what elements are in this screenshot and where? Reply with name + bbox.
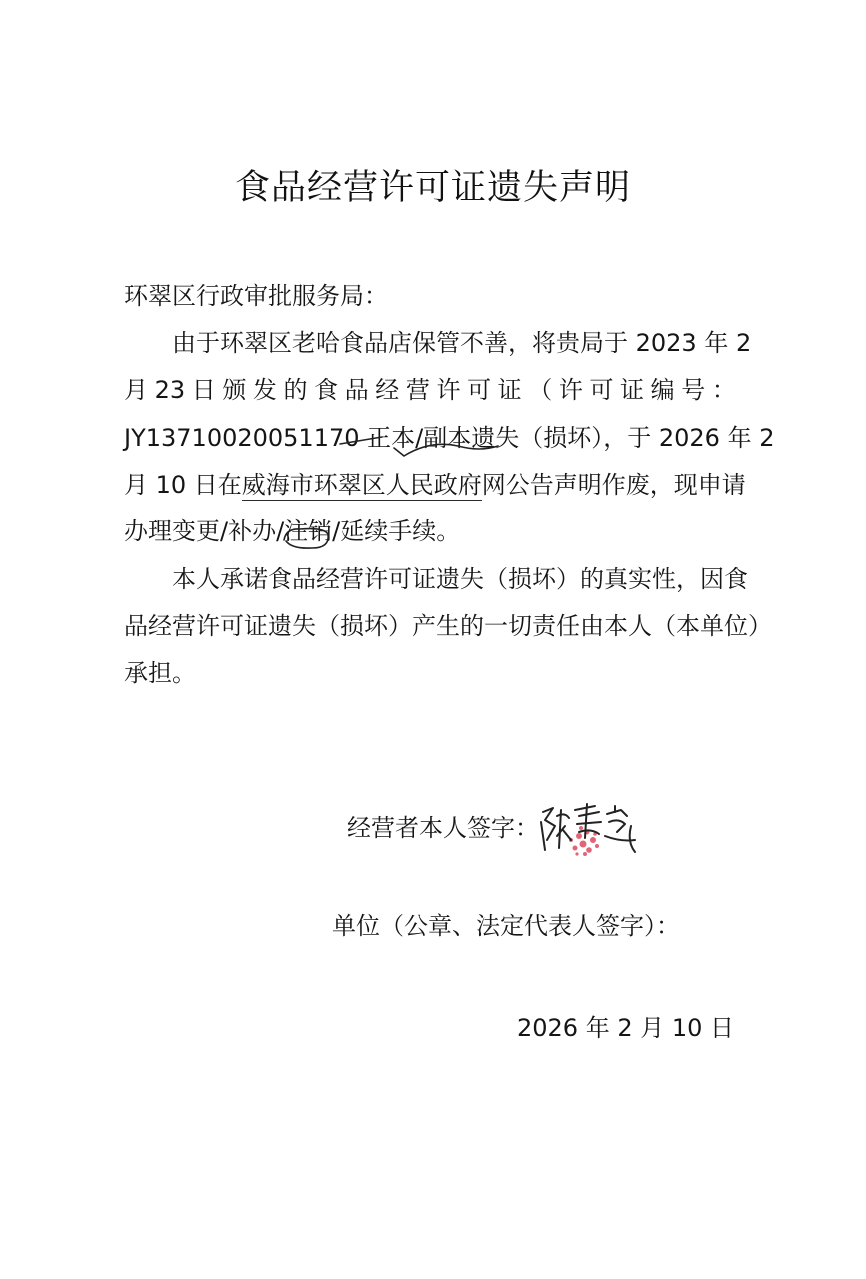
- paragraph1-line2-token: 许: [558, 376, 583, 404]
- license-number: JY13710020051170: [124, 424, 360, 452]
- paragraph1-line2-token: 可: [467, 376, 492, 404]
- operator-signature-label: 经营者本人签字：: [347, 814, 539, 842]
- paragraph1-line3: [124, 423, 774, 453]
- paragraph1-line2-token: 的: [283, 376, 308, 404]
- paragraph1-line2: [124, 375, 736, 405]
- statement-date: 2026 年 2 月 10 日: [517, 1014, 735, 1042]
- publication-date: 月 10 日在: [124, 471, 242, 499]
- document-title: 食品经营许可证遗失声明: [234, 168, 631, 208]
- original-copy-option: 正本: [367, 424, 416, 452]
- paragraph1-line2-token: 23: [154, 376, 186, 404]
- publication-rest: 网公告声明作废，现申请: [481, 471, 746, 499]
- paragraph1-line2-token: 号: [681, 376, 706, 404]
- paragraph1-line4: [124, 470, 746, 500]
- paragraph1-line2-token: 发: [252, 376, 277, 404]
- paragraph1-line2-token: ：: [711, 376, 736, 404]
- paragraph1-line2-token: 许: [436, 376, 461, 404]
- paragraph1-line2-token: 证: [497, 376, 522, 404]
- paragraph1-line2-token: 营: [405, 376, 430, 404]
- paragraph1-line2-token: 品: [344, 376, 369, 404]
- paragraph1-line2-token: 日: [191, 376, 216, 404]
- publication-site: 威海市环翠区人民政府: [241, 471, 482, 499]
- duplicate-lost-option: 副本遗失: [423, 424, 520, 452]
- paragraph1-line5: 办理变更/补办/注销/延续手续。: [124, 517, 461, 545]
- paragraph2-line3: 承担。: [124, 659, 196, 687]
- unit-seal-label: 单位（公章、法定代表人签字）：: [332, 912, 680, 940]
- paragraph2-line2: 品经营许可证遗失（损坏）产生的一切责任由本人（本单位）: [124, 612, 772, 640]
- paragraph1-line2-token: 可: [589, 376, 614, 404]
- handwritten-signature: [535, 796, 645, 866]
- paragraph1-line2-token: 编: [650, 376, 675, 404]
- paragraph1-line2-token: 月: [124, 376, 148, 404]
- paragraph1-line2-token: 经: [375, 376, 400, 404]
- option-separator: /: [415, 424, 424, 452]
- paragraph2-line1: 本人承诺食品经营许可证遗失（损坏）的真实性，因食: [172, 565, 748, 593]
- paragraph1-line1: 由于环翠区老哈食品店保管不善，将贵局于 2023 年 2: [172, 329, 752, 357]
- paragraph1-line2-token: 食: [314, 376, 339, 404]
- paragraph1-line2-token: 颁: [222, 376, 247, 404]
- paragraph1-line2-token: 证: [620, 376, 645, 404]
- damage-and-date-text: （损坏），于 2026 年 2: [519, 424, 775, 452]
- paragraph1-line2-token: （: [528, 376, 553, 404]
- addressee: 环翠区行政审批服务局：: [124, 282, 388, 310]
